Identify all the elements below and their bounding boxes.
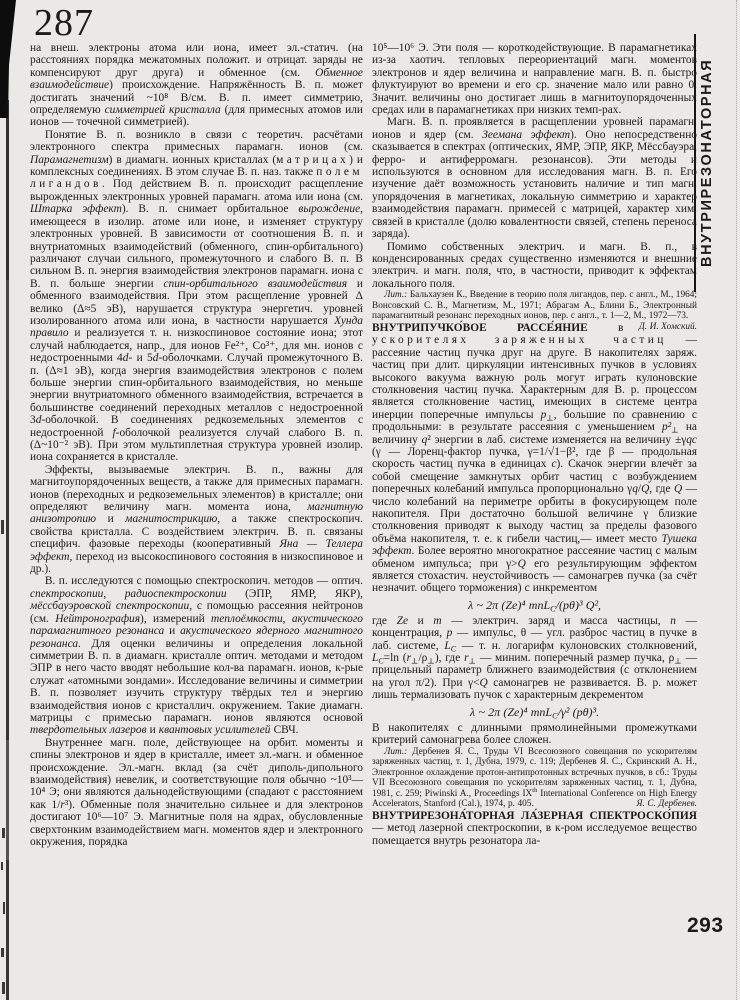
scan-speck [2,982,5,994]
scan-speck [1,520,4,534]
paragraph: Помимо собственных электрич. и магн. В. п., в конденсированных средах существенно изменяются и внешние электрич. и магн. поля, что, в частности, приводит к эффектам локального поля. [372,240,697,290]
paragraph: ВНУТРИРЕЗОНА́ТОРНАЯ ЛА́ЗЕРНАЯ СПЕКТРОСКО́ПИЯ — метод лазерной спектроскопии, в к-ром исследуемое вещество помещается внутрь резонатора ла- [372,810,697,847]
paragraph: Эффекты, вызываемые электрич. В. п., важны для магнитоупорядоченных веществ, а также для примесных парамагн. ионов (переходных и редкоземельных элементов) в кристалле; они определяют величину магн. момента иона, магнитную анизотропию и магнитострикцию, а также спектроскопич. свойства кристалла. С воздействием электрич. В. п. связаны специфич. фазовые переходы (кооперативный Яна — Теллера эффект, переход из высокоспинового состояния в низкоспиновое и др.). [30,463,363,576]
formula: λ ~ 2π (Ze)⁴ mnL$_C$/(pθ)³ Q², [467,597,602,614]
paragraph: где Ze и m — электрич. заряд и масса частицы, n — концентрация, p — импульс, θ — угл. разброс частиц в пучке в лаб. системе, $L_C$ — т. н. логарифм кулоновских столкновений, $L_C=\ln$ $(r_\perp/\rho_\perp)$, где $r_\perp$ — миним. поперечный размер пучка, $\rho_\perp$ — прицельный параметр ближнего взаимодействия (с отклонением на угол π/2). При γ<Q самонагрев не развивается. В. р. может лишь термализовать пучок с характерным декрементом [372,614,698,702]
left-text-column [30,42,363,848]
author-signature: Д. И. Хомский. [638,321,697,332]
paragraph: Внутреннее магн. поле, действующее на орбит. моменты и спины электронов и ядер в кристалле, имеет эл.-магн. и обменное происхождение. Эл.-магн. вклад (за счёт диполь-дипольного взаимодействия) невелик, и соответствующие поля обычно ~10³—10⁴ Э; они являются дальнодействующими (спадают с расстоянием как 1/r³). Обменные поля значительно сильнее и для электронов достигают 10⁶—10⁷ Э. Магнитные поля на ядрах, обусловленные сверхтонким взаимодействием магн. моментов ядер и электронного окружения, порядка [30,736,364,848]
scan-right-edge [736,0,737,1000]
page-number-287: 287 [34,2,94,44]
paragraph: В. п. исследуются с помощью спектроскопич. методов — оптич. спектроскопии, радиоспектроскопии (ЭПР, ЯМР, ЯКР), мёссбауэровской спектроскопии, с помощью рассеяния нейтронов (см. Нейтронография), измерений теплоёмкости, акустического парамагнитного резонанса и акустического ядерного магнитного резонанса. Для оценки величины и определения локальной симметрии В. п. в диамагн. кристалле оптич. методами и методом ЭПР в него часто вводят небольшие кол-ва парамагн. ионов, к-рые служат «атомными зондами». Исследование величины и симметрии В. п. позволяет изучить структуру твёрдых тел и энергию взаимодействия ионов с кристаллич. окружением. Такие диамагн. матрицы с примесью парамагн. ионов являются основой твердотельных лазеров и квантовых усилителей СВЧ. [30,575,364,737]
paragraph: Магн. В. п. проявляется в расщеплении уровней парамагн. ионов и ядер (см. Зеемана эффект). Оно непосредственно сказывается в спектрах (оптических, ЯМР, ЭПР, ЯКР, Мёссбауэра, ферро- и антиферромагн. резонансов). Эти методы и используются в основном для исследования магн. В. п. Его изучение даёт возможность установить наличие и тип магн. упорядочения в магнетиках, локальную симметрию и характер взаимодействия парамагн. примесей с матрицей, характер хим. связей в кристалле (долю ковалентности связей, степень переноса заряда). [372,116,698,241]
scan-speck [2,828,5,838]
paragraph: Понятие В. п. возникло в связи с теоретич. расчётами электронного спектра примесных парамагн. ионов (см. Парамагнетизм) в диамагн. ионных кристаллах (матрицах) и комплексных соединениях. В этом случае В. п. наз. также полем лигандов. Под действием В. п. происходит расщепление вырожденных электронных уровней парамагн. атома или иона (см. Штарка эффект). В. п. снимает орбитальное вырождение, имеющееся в изолир. атоме или ионе, и изменяет структуру электронных уровней. В зависимости от соотношения В. п. и внутриатомных взаимодействий (обменного, спин-орбитального) различают случаи сильного, промежуточного и слабого В. п. В сильном В. п. энергия взаимодействия электронов парамагн. иона с В. п. больше энергии спин-орбитального взаимодействия и обменного взаимодействия. При этом расщепление уровней Δ велико (Δ≈5 эВ), нарушается структура энергетич. уровней изолированного атома или иона, в частности нарушается Хунда правило и реализуется т. н. низкоспиновое состояние иона; этот случай наблюдается, напр., для ионов Fe²⁺, Co³⁺, для мн. ионов с недостроенными 4d- и 5d-оболочками. Случай промежуточного В. п. (Δ≈1 эВ), когда энергия взаимодействия электронов с полем больше энергии спин-орбитального взаимодействия, но меньше энергии внутриатомного обменного взаимодействия, встречается в большинстве соединений переходных металлов с недостроенной 3d-оболочкой. В соединениях редкоземельных элементов с недостроенной f-оболочкой реализуется случай слабого В. п. (Δ~10⁻² эВ). При этом мультиплетная структура уровней изолир. иона сохраняется в кристалле. [30,128,363,464]
author-signature: Я. С. Дербенев. [636,799,697,810]
paragraph: Лит.: Дербенев Я. С., Труды VI Всесоюзного совещания по ускорителям заряженных частиц, т. 1, Дубна, 1979, с. 119; Дербенев Я. С., Скринский А. Н., Электронное охлаждение протон-антипротонных встречных пучков, в сб.: Труды VII Всесоюзного совещания по ускорителям заряженных частиц, т. 1, Дубна, 1981, с. 259; Piwinski A., Proceedings IXth International Conference on High Energy Accelerators, Stanford (Cal.), 1974, p. 405. Я. С. Дербенев. [372,746,697,810]
margin-keyword-label: ВНУТРИРЕЗОНАТОРНАЯ [699,58,715,268]
paragraph: на внеш. электроны атома или иона, имеет эл.-статич. (на расстояниях порядка межатомных положит. и отрицат. заряды не компенсируют друг друга) и обменное (см. Обменное взаимодействие) происхождение. Напряжённость В. п. может достигать значений ~10⁸ В/см. В. п. имеет симметрию, определяемую симметрией кристалла (для примесных атомов или ионов — точечной симметрией). [30,42,363,129]
page-number-293: 293 [687,914,724,937]
paragraph: Лит.: Бальхаузен К., Введение в теорию поля лигандов, пер. с англ., М., 1964; Вонсовский С. В., Магнетизм, М., 1971; Абрагам А., Блини Б., Электронный парамагнитный резонанс переходных ионов, пер. с англ., т. 1—2, М., 1972—73. Д. И. Хомский. [372,290,697,332]
formula: λ ~ 2π (Ze)⁴ mnL$_C$/γ² (pθ)³. [469,704,600,721]
paragraph: 10⁵—10⁶ Э. Эти поля — короткодействующие. В парамагнетиках из-за хаотич. тепловых переориентаций магн. моментов электронов и ядер величина и направление магн. В. п. быстро флуктуируют во времени и его ср. значение мало или равно 0. Значит. величины оно достигает лишь в магнитоупорядоченных средах или в парамагнетиках при низких темп-рах. [372,42,697,117]
right-text-column [372,42,697,847]
paragraph: В накопителях с длинными прямолинейными промежутками критерий самонагрева более сложен. [372,721,697,747]
scan-gutter-shadow [6,100,9,1000]
scan-speck [1,862,3,870]
scan-speck [3,902,5,914]
scan-speck [1,948,4,957]
scan-edge-artifact [0,0,20,118]
paragraph: ВНУТРИПУЧКО́ВОЕ РАССЕ́ЯНИЕ в ускорителях заряженных частиц — рассеяние частиц пучка друг на друге. В накопителях заряж. частиц при длит. циркуляции интенсивных пучков в условиях высокого вакуума важную роль могут играть кулоновские столкновения частиц пучка. Характерным для В. р. процессом является столкновение частиц, имеющих в системе центра инерции поперечные импульсы $p_\perp$, большие по сравнению с продольными: в результате рассеяния с уменьшением $p^2_\perp$ на величину q² энергии в лаб. системе изменяется на величину ±γqc (γ — Лоренц-фактор пучка, γ=1/√1−β², где β — продольная скорость частиц пучка в единицах c). Скачок энергии влечёт за собой смещение замкнутых орбит частиц с возбуждением поперечных колебаний импульса пропорционально γq/Q, где Q — число колебаний на периметре орбиты в фокусирующем поле накопителя. При достаточно большой величине γ близкие столкновения приводят к выходу частиц за пределы фазового объёма накопителя, т. е. к гибели частиц,— имеет место Тушека эффект. Более вероятно многократное рассеяние частиц с малым обменом импульса; при γ>Q его результирующим эффектом является стохастич. неустойчивость — самонагрев пучка (за счёт незначит. общего торможения) с инкрементом [372,321,697,595]
